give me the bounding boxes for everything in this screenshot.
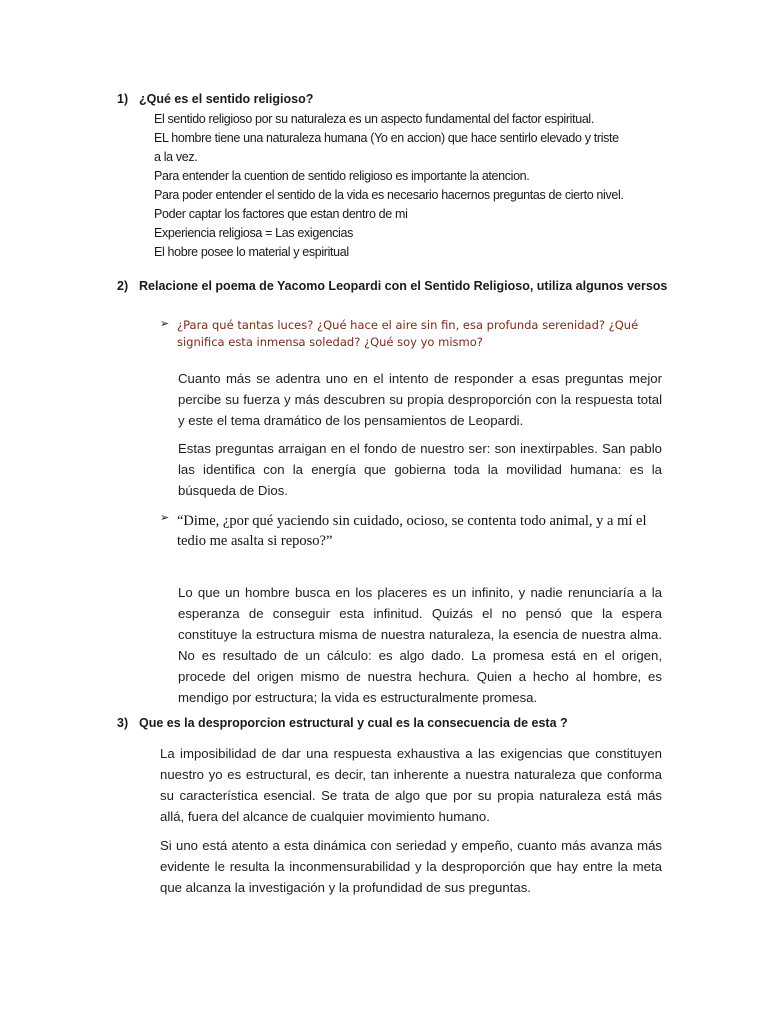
question-3-heading bbox=[117, 716, 568, 730]
question-1-title: ¿Qué es el sentido religioso? bbox=[139, 92, 314, 106]
verse-text: “Dime, ¿por qué yaciendo sin cuidado, ocioso, se contenta todo animal, y a mí el tedio me asalta si reposo?” bbox=[177, 513, 647, 549]
question-3-paragraph-2 bbox=[160, 835, 662, 898]
answer-line: Para poder entender el sentido de la vida es necesario hacernos preguntas de cierto nivel. bbox=[154, 188, 624, 202]
answer-line: Poder captar los factores que estan dentro de mi bbox=[154, 207, 408, 221]
question-2-title: Relacione el poema de Yacomo Leopardi con el Sentido Religioso, utiliza algunos versos bbox=[139, 279, 668, 293]
answer-line: EL hombre tiene una naturaleza humana (Yo en accion) que hace sentirlo elevado y triste bbox=[154, 131, 619, 145]
question-2-paragraph-3 bbox=[178, 582, 662, 708]
leopardi-verse-1 bbox=[160, 317, 670, 351]
answer-line: Experiencia religiosa = Las exigencias bbox=[154, 226, 353, 240]
answer-line: El sentido religioso por su naturaleza es un aspecto fundamental del factor espiritual. bbox=[154, 112, 594, 126]
paragraph-text: La imposibilidad de dar una respuesta exhaustiva a las exigencias que constituyen nuestro yo es estructural, es decir, tan inherente a nuestra naturaleza que conforma su característica esencial. Se trata de algo que por su propia naturaleza está más allá, fuera del alcance de cualquier movimiento humano. bbox=[160, 746, 662, 824]
answer-line: El hobre posee lo material y espiritual bbox=[154, 245, 349, 259]
paragraph-text: Lo que un hombre busca en los placeres es un infinito, y nadie renunciaría a la esperanza de conseguir esta infinitud. Quizás el no pensó que la espera constituye la estructura misma de nuestra naturaleza, la esencia de nuestra alma. No es resultado de un cálculo: es algo dado. La promesa está en el origen, procede del origen mismo de nuestra hechura. Quien a hecho al hombre, es mendigo por estructura; la vida es estructuralmente promesa. bbox=[178, 585, 662, 705]
paragraph-text: Estas preguntas arraigan en el fondo de nuestro ser: son inextirpables. San pablo las identifica con la energía que gobierna toda la movilidad humana: es la búsqueda de Dios. bbox=[178, 441, 662, 498]
question-1-answer bbox=[154, 110, 674, 262]
arrow-bullet-icon: ➢ bbox=[160, 512, 170, 524]
question-3-number: 3) bbox=[117, 716, 129, 730]
question-1-number: 1) bbox=[117, 92, 129, 106]
paragraph-text: Cuanto más se adentra uno en el intento de responder a esas preguntas mejor percibe su fuerza y más descubren su propia desproporción con la respuesta total y este el tema dramático de los pensamientos de Leopardi. bbox=[178, 371, 662, 428]
arrow-bullet-icon: ➢ bbox=[160, 318, 170, 330]
answer-line: Para entender la cuention de sentido religioso es importante la atencion. bbox=[154, 169, 530, 183]
verse-text: ¿Para qué tantas luces? ¿Qué hace el aire sin fin, esa profunda serenidad? ¿Qué significa esta inmensa soledad? ¿Qué soy yo mismo? bbox=[177, 318, 639, 349]
question-2-heading bbox=[117, 279, 667, 293]
answer-line: a la vez. bbox=[154, 150, 198, 164]
question-2-paragraph-2 bbox=[178, 438, 662, 501]
question-3-title: Que es la desproporcion estructural y cual es la consecuencia de esta ? bbox=[139, 716, 568, 730]
question-3-paragraph-1 bbox=[160, 743, 662, 827]
question-2-paragraph-1 bbox=[178, 368, 662, 431]
question-2-number: 2) bbox=[117, 279, 129, 293]
leopardi-verse-2 bbox=[160, 511, 670, 551]
question-1-heading bbox=[117, 92, 313, 106]
paragraph-text: Si uno está atento a esta dinámica con seriedad y empeño, cuanto más avanza más evidente le resulta la inconmensurabilidad y la desproporción que hay entre la meta que alcanza la investigación y la profundidad de sus preguntas. bbox=[160, 838, 662, 895]
